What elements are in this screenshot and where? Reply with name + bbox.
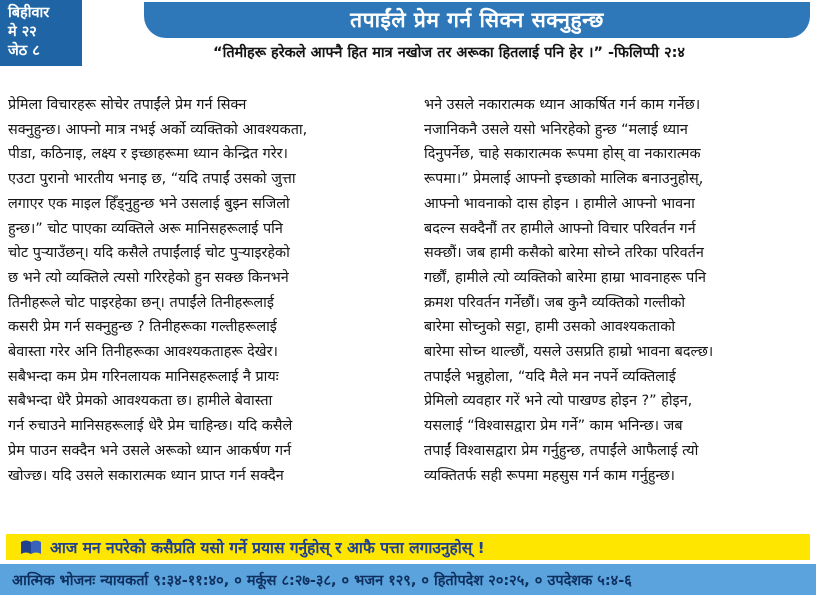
date-gregorian: मे २२ [8, 24, 37, 40]
paragraph-line: भने उसले नकारात्मक ध्यान आकर्षित गर्न काम गर्नेछ। [424, 97, 701, 113]
paragraph-line: तिनीहरूले चोट पाइरहेका छन्। तपाईंले तिनीहरूलाई [8, 294, 274, 311]
paragraph-line: पीडा, कठिनाइ, लक्ष्य र इच्छाहरूमा ध्यान केन्द्रित गरेर। [8, 146, 289, 163]
paragraph-line: छ भने त्यो व्यक्तिले त्यसो गरिरहेको हुन सक्छ किनभने [8, 269, 289, 286]
paragraph-line: क्रमश परिवर्तन गर्नेछौं। जब कुनै व्यक्तिको गल्तीको [424, 294, 686, 311]
paragraph-line: खोज्छ। यदि उसले सकारात्मक ध्यान प्राप्त गर्न सक्दैन [8, 467, 284, 484]
date-nepali: जेठ ८ [8, 43, 40, 59]
right-column [408, 93, 810, 525]
paragraph-line: व्यक्तितर्फ सही रूपमा महसुस गर्न काम गर्नुहुन्छ। [424, 467, 676, 484]
paragraph-line: लगाएर एक माइल हिँड्नुहुन्छ भने उसलाई बुझ्न सजिलो [8, 195, 290, 212]
left-column [6, 93, 408, 525]
paragraph-line: चोट पुऱ्याउँछन्। यदि कसैले तपाईंलाई चोट पुऱ्याइरहेको [8, 245, 290, 262]
paragraph-line: नजानिकनै उसले यसो भनिरहेको हुन्छ “मलाई ध्यान [424, 121, 688, 138]
note-text: आज मन नपरेको कसैप्रति यसो गर्ने प्रयास गर्नुहोस् र आफै पत्ता लगाउनुहोस् ! [50, 539, 485, 557]
paragraph-line: प्रेमिला विचारहरू सोचेर तपाईंले प्रेम गर्न सिक्न [8, 97, 247, 113]
paragraph-line: हुन्छ।” चोट पाएका व्यक्तिले अरू मानिसहरूलाई पनि [8, 220, 283, 237]
paragraph-line: तपाईं विश्वासद्वारा प्रेम गर्नुहुन्छ, तपाईंले आफैलाई त्यो [424, 442, 699, 459]
date-box [0, 0, 82, 66]
paragraph-line: सक्नुहुन्छ। आफ्नो मात्र नभई अर्को व्यक्तिको आवश्यकता, [8, 121, 308, 138]
paragraph-line: बारेमा सोच्नुको सट्टा, हामी उसको आवश्यकताको [424, 319, 676, 336]
paragraph-line: बेवास्ता गरेर अनि तिनीहरूका आवश्यकताहरू देखेर। [8, 344, 278, 361]
paragraph-line: दिनुपर्नेछ, चाहे सकारात्मक रूपमा होस् वा नकारात्मक [424, 146, 701, 163]
paragraph-line: एउटा पुरानो भारतीय भनाइ छ, “यदि तपाईं उसको जुत्ता [8, 171, 296, 188]
paragraph-line: यसलाई “विश्वासद्वारा प्रेम गर्ने” काम भनिन्छ। जब [424, 418, 683, 435]
paragraph-line: सबैभन्दा धेरै प्रेमको आवश्यकता छ। हामीले बेवास्ता [8, 393, 273, 410]
title-bar [144, 2, 810, 38]
date-weekday: बिहीवार [8, 5, 50, 21]
paragraph-line: प्रेम पाउन सक्दैन भने उसले अरूको ध्यान आकर्षण गर्न [8, 442, 292, 459]
book-icon [20, 539, 42, 555]
action-note [6, 534, 810, 560]
paragraph-line: गर्छौं, हामीले त्यो व्यक्तिको बारेमा हाम्रा भावनाहरू पनि [424, 269, 707, 286]
paragraph-line: बारेमा सोच्न थाल्छौं, यसले उसप्रति हाम्रो भावना बदल्छ। [424, 344, 714, 361]
key-verse: “तिमीहरू हरेकले आफ्नै हित मात्र नखोज तर अरूका हितलाई पनि हेर ।” -फिलिप्पी २:४ [213, 45, 685, 61]
reading-plan-footer [0, 564, 816, 595]
paragraph-line: सबैभन्दा कम प्रेम गरिनलायक मानिसहरूलाई नै प्रायः [8, 368, 279, 385]
paragraph-line: गर्न रुचाउने मानिसहरूलाई धेरै प्रेम चाहिन्छ। यदि कसैले [8, 418, 293, 435]
paragraph-line: रूपमा।” प्रेमलाई आफ्नो इच्छाको मालिक बनाउनुहोस्, [424, 171, 704, 188]
paragraph-line: आफ्नो भावनाको दास होइन । हामीले आफ्नो भावना [424, 195, 695, 212]
paragraph-line: बदल्न सक्दैनौं तर हामीले आफ्नो विचार परिवर्तन गर्न [424, 220, 696, 237]
paragraph-line: प्रेमिलो व्यवहार गरें भने त्यो पाखण्ड होइन ?” होइन, [424, 393, 693, 410]
paragraph-line: कसरी प्रेम गर्न सक्नुहुन्छ ? तिनीहरूका गल्तीहरूलाई [8, 319, 277, 336]
article-body [6, 93, 810, 525]
paragraph-line: सक्छौं। जब हामी कसैको बारेमा सोच्ने तरिका परिवर्तन [424, 245, 704, 262]
paragraph-line: तपाईंले भन्नुहोला, “यदि मैले मन नपर्ने व्यक्तिलाई [424, 368, 676, 385]
reading-plan-text: आत्मिक भोजनः न्यायकर्ता ९:३४-११:४०, ० मर्कूस ८:२७-३८, ० भजन १२९, ० हितोपदेश २०:२५, ० उपदेशक ५:४-६ [12, 572, 632, 589]
page-title: तपाईंले प्रेम गर्न सिक्न सक्नुहुन्छ [350, 8, 604, 32]
